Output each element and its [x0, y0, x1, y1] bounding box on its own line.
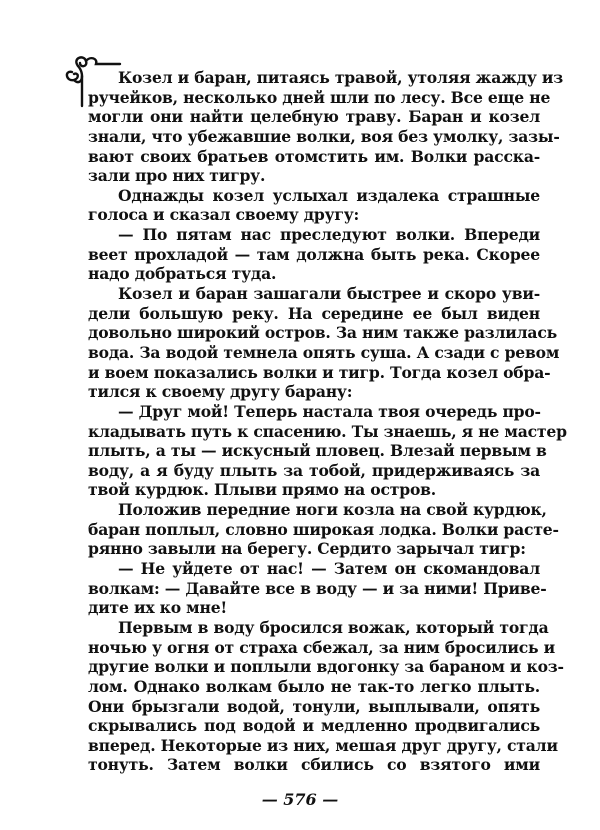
text-line: ручейков, несколько дней шли по лесу. Все еще не [88, 87, 551, 107]
text-line: Козел и баран зашагали быстрее и скоро уви- [118, 284, 540, 304]
text-line: волкам: — Давайте все в воду — и за ними! Приве- [88, 578, 547, 598]
book-text [88, 68, 567, 775]
text-line: — Друг мой! Теперь настала твоя очередь про- [118, 401, 541, 421]
text-line: надо добраться туда. [88, 264, 277, 284]
text-line: скрывались под водой и медленно продвигались [88, 716, 540, 736]
text-line: Положив передние ноги козла на свой курдюк, [118, 500, 547, 520]
text-line: веет прохладой — там должна быть река. Скорее [88, 244, 540, 264]
text-line: рянно завыли на берегу. Сердито зарычал тигр: [88, 539, 526, 559]
text-line: баран поплыл, словно широкая лодка. Волки расте- [88, 519, 559, 539]
text-line: довольно широкий остров. За ним также разлилась [88, 323, 558, 343]
text-line: — Не уйдете от нас! — Затем он скомандовал [118, 559, 540, 579]
text-line: дите их ко мне! [88, 598, 228, 618]
text-line: лом. Однако волкам было не так-то легко плыть. [88, 676, 540, 696]
text-line: тился к своему другу барану: [88, 382, 353, 402]
text-line: другие волки и поплыли вдогонку за бараном и коз- [88, 657, 564, 677]
text-line: тонуть. Затем волки сбились со взятого ими [88, 755, 540, 775]
text-line: вают своих братьев отомстить им. Волки расска- [88, 146, 540, 166]
text-line: и воем показались волки и тигр. Тогда козел обра- [88, 362, 551, 382]
text-line: дели большую реку. На середине ее был виден [88, 303, 540, 323]
text-line: вперед. Некоторые из них, мешая друг другу, стали [88, 735, 558, 755]
text-line: знали, что убежавшие волки, воя без умолку, зазы- [88, 126, 560, 146]
text-line: твой курдюк. Плыви прямо на остров. [88, 480, 437, 500]
text-line: зали про них тигру. [88, 166, 266, 186]
text-line: голоса и сказал своему другу: [88, 205, 360, 225]
text-line: вода. За водой темнела опять суша. А сзади с ревом [88, 342, 560, 362]
text-line: ночью у огня от страха сбежал, за ним бросились и [88, 637, 556, 657]
page-number: — 576 — [261, 790, 339, 809]
text-line: — По пятам нас преследуют волки. Впереди [118, 225, 540, 245]
text-line: кладывать путь к спасению. Ты знаешь, я не мастер [88, 421, 567, 441]
text-line: могли они найти целебную траву. Баран и козел [88, 107, 540, 127]
text-line: Однажды козел услыхал издалека страшные [118, 185, 540, 205]
text-line: воду, а я буду плыть за тобой, придерживаясь за [88, 460, 540, 480]
text-line: Первым в воду бросился вожак, который тогда [118, 617, 549, 637]
text-line: Козел и баран, питаясь травой, утоляя жажду из [118, 68, 563, 87]
text-line: Они брызгали водой, тонули, выплывали, опять [88, 696, 540, 716]
text-line: плыть, а ты — искусный пловец. Влезай первым в [88, 441, 547, 461]
